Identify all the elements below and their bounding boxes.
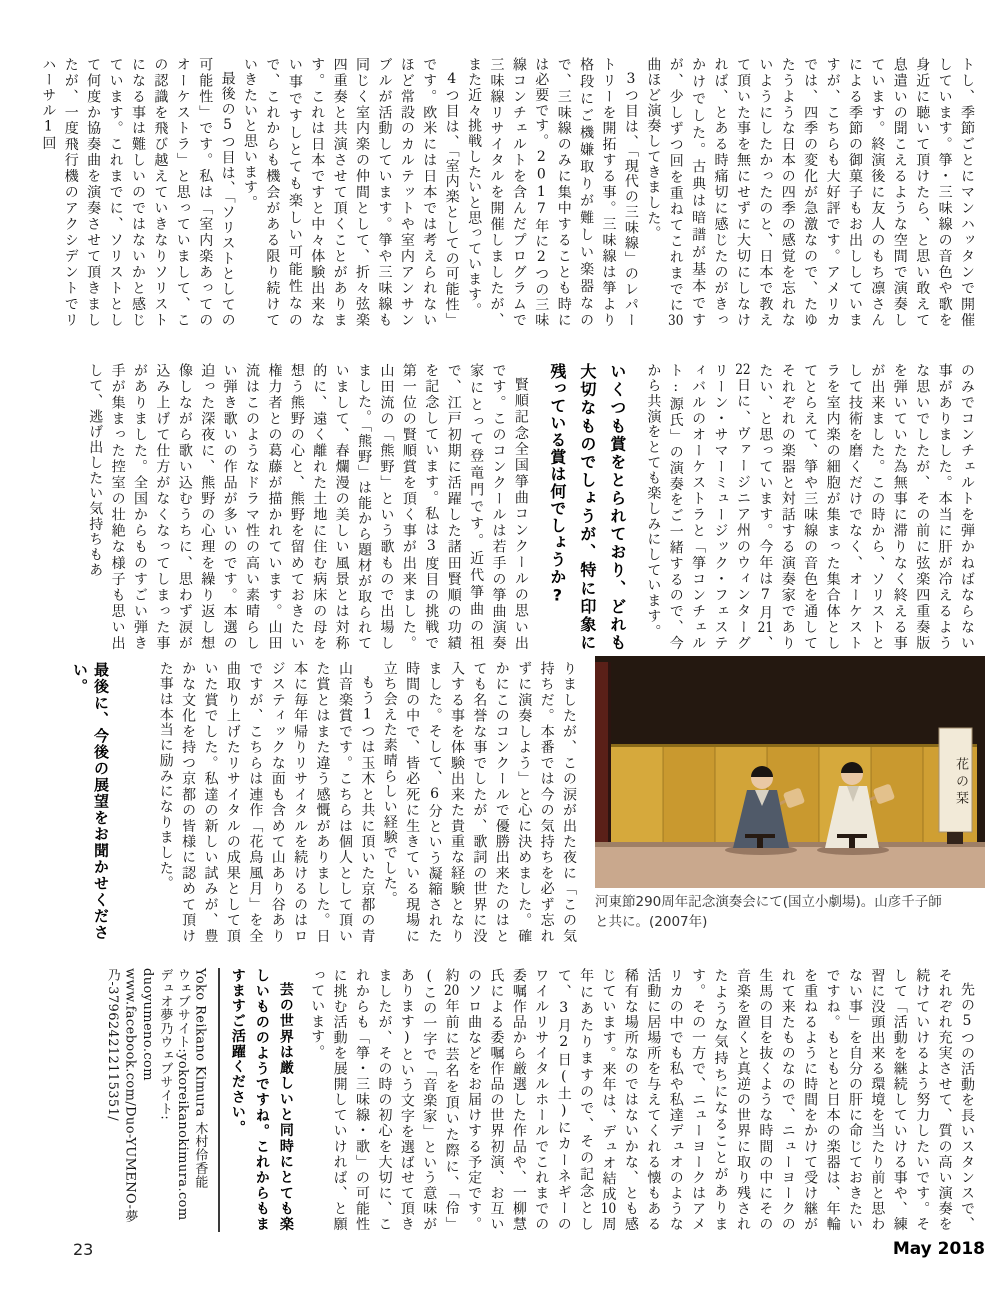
contact-divider	[218, 968, 220, 1232]
article-paragraph: 4つ目は、「室内楽としての可能性」です。欧米には日本では考えられないほど常設のカルテットや室内アンサンブルが活動しています。箏や三味線も同じく室内楽の仲間として、折々弦楽四重奏と共演させて頂くことがあります。これは日本ですと中々体験出来ない事ですしとても楽しい可能性なので、これからも機会がある限り続けていきたいと思います。	[242, 57, 460, 328]
interview-question-future: 最後に、今後の展望をお聞かせください。	[71, 662, 110, 941]
photo-caption: 河東節290周年記念演奏会にて(国立小劇場)。山彦千子師と共に。(2007年)	[595, 894, 942, 930]
article-paragraph: 最後の5つ目は、「ソリストとしての可能性」です。私は「室内楽あってのオーケストラ」と思っていまして、この認識を飛び越えていきなりソリストになる事は難しいのではないかと感じています。これまでに、ソリストとして何度か協奏曲を演奏させて頂きましたが、一度飛行機のアクシデントでリハーサル1回	[40, 57, 236, 328]
contact-line-duo-website: デュオ夢乃ウェブサイト:	[157, 968, 173, 1121]
stage-photo-illustration	[595, 656, 985, 888]
stage-photo	[595, 656, 985, 888]
contact-line-facebook: www.facebook.com/Duo-YUMENO-夢乃-379624212115351/	[104, 968, 138, 1223]
page-number: 23	[73, 1240, 94, 1259]
article-paragraph: 3つ目は、「現代の三味線」のレパートリーを開拓する事。三味線は箏より格段にご機嫌取りが難しい楽器なので、三味線のみに集中することも時には必要です。2017年に2つの三味線コンチェルトを含んだプログラムで三味線リサイタルを開催しましたが、また近々挑戦したいと思っています。	[466, 57, 639, 328]
contact-line-name: Yoko Reikano Kimura 木村伶香能	[192, 968, 208, 1189]
contact-line-website: ウェブサイト:yokoreikanokimura.com	[174, 968, 190, 1221]
article-paragraph: 賢順記念全国箏曲コンクールの思い出です。このコンクールは若手の箏曲演奏家にとって登竜門です。近代箏曲の祖で、江戸初期に活躍した諸田賢順の功績を記念しています。私は3度目の挑戦で第一位の賢順賞を頂く事が出来ました。山田流の「熊野」という歌もので出場しました。「熊野」は能から題材が取られていまして、春爛漫の美しい風景とは対称的に、遠く離れた土地に住む病床の母を想う熊野の心と、熊野を留めておきたい権力者との葛藤が描かれています。山田流はこのようなドラマ性の高い素晴らしい弾き歌いの作品が多いのです。本選の迫った深夜に、熊野の心理を繰り返し想像しながら歌い込むうちに、思わず涙が込み上げて仕方がなくなってしまった事がありました。全国からものすごい弾き手が集まった控室の壮絶な様子も思い出して、逃げ出したい気持ちもあ	[87, 363, 529, 651]
interview-question-awards: いくつも賞をとられており、どれも大切なものでしょうが、特に印象に残っている賞は何でしょうか?	[547, 363, 627, 651]
issue-date: May 2018	[892, 1239, 985, 1259]
article-band-2	[72, 363, 978, 651]
article-paragraph: 先の5つの活動を長いスタンスで、それぞれ充実させて、質の高い演奏を続けていけるよう努力したいです。そして「活動を継続していける事や、練習に没頭出来る環境を当たり前と思わない事」を自分の肝に命じておきたいですね。もともと日本の楽器は、年輪を重ねるように時間をかけて受け継がれて来たものなので、ニューヨークの生馬の目を抜くような時間の中にその音楽を置くと真逆の世界に取り残されたような気持ちになることがあります。その一方で、ニューヨークはアメリカの中でも私や私達デュオのような活動に居場所を与えてくれる懐もある稀有な場所なのではないかな、とも感じています。来年は、デュオ結成10周年にあたりますので、その記念として、3月2日(土)にカーネギーのワイルリサイタルホールでこれまでの委嘱作品から厳選した作品や、一柳慧氏による委嘱作品の世界初演、お互いのソロ曲などをお届けする予定です。約20年前に芸名を頂いた際に、「伶」(この一字で「音楽家」という意味があります)という文字を選ばせて頂きましたが、その時の初心を大切に、これからも「箏・三味線・歌」の可能性に挑む活動を展開していければ、と願っています。	[309, 968, 975, 1232]
article-band-4	[72, 968, 978, 1232]
article-band-3	[112, 661, 580, 944]
contact-line-duo-url: duoyumeno.com	[139, 968, 155, 1081]
article-paragraph: りましたが、この涙が出た夜に「この気持ちだ。本番では今の気持ちを必ず忘れずに演奏しよう」と心に決めました。確かにこのコンクールで優勝出来たのはとても名誉な事でしたが、歌詞の世界に没入する事を体験出来た貴重な経験となりました。そして、6分という凝縮された時間の中で、皆必死に生きている現場に立ち会えた素晴らしい経験でした。	[381, 661, 577, 944]
stage-sign-label: 花の栞	[953, 756, 968, 808]
article-band-1	[40, 57, 978, 328]
closing-remark: 芸の世界は厳しいと同時にとても楽しいもののようですね。これからもますますご活躍ください。	[229, 968, 294, 1232]
article-paragraph: のみでコンチェルトを弾かねばならない事がありました。本当に肝が冷えるような思いでしたが、その前に弦楽四重奏版を弾いていた為無事に滞りなく終える事が出来ました。この時から、ソリストとして技術を磨くだけでなく、オーケストラを室内楽の細胞が集まった集合体としてとらえて、箏や三味線の音色を通してそれぞれの楽器と対話する演奏家でありたい、と思っています。今年は7月21、22日に、ヴァージニア州のウィンターグリーン・サマーミュージック・フェスティバルのオーケストラと「箏コンチェルト:源氏」の演奏をご一緒するので、今から共演をとても楽しみにしています。	[645, 363, 975, 651]
article-paragraph: トし、季節ごとにマンハッタンで開催しています。箏・三味線の音色や歌を身近に聴いて頂けたら、と思い敢えて息遣いの聞こえるような空間で演奏しています。終演後に友人のもち凛さんによる季節の御菓子もお出ししていますが、こちらも大好評です。アメリカでは、四季の変化が急激なので、たゆたうような日本の四季の感覚を忘れないようにしたかったのと、日本で教えて頂いた事を無にせずに大切にしなければ、とある時痛切に感じたのがきっかけでした。古典は暗譜が基本ですが、少しずつ回を重ねてこれまでに30曲ほど演奏してきました。	[645, 57, 975, 328]
article-paragraph: もう1つは玉木と共に頂いた京都の青山音楽賞です。こちらは個人として頂いた賞とはまた違う感慨がありました。日本に毎年帰りリサイタルを続けるのはロジスティックな面も含めて山あり谷ありですが、こちらは連作「花鳥風月」を全曲取り上げたリサイタルの成果として頂いた賞でした。私達の新しい試みが、豊かな文化を持つ京都の皆様に認めて頂けた事は本当に励みになりました。	[157, 661, 376, 944]
